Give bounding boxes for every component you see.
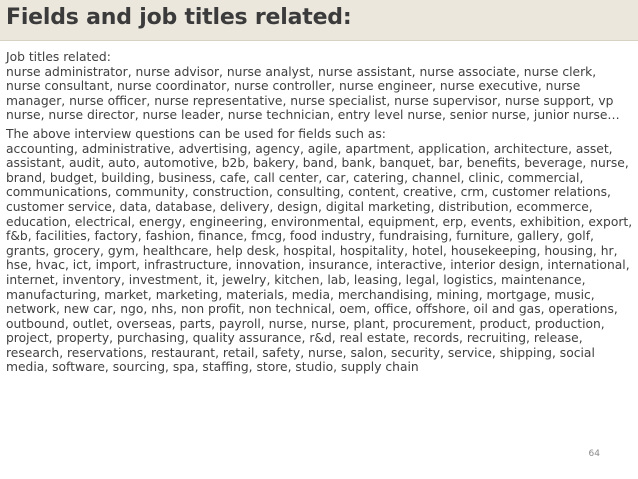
fields-list: accounting, administrative, advertising, agency, agile, apartment, application, architecture, asset, assistant, audit, auto, automotive, b2b, bakery, band, bank, banquet, bar, benefits, beverage, nurse, brand, budget, building, business, cafe, call center, car, catering, channel, clinic, commercial, communications, community, construction, consulting, content, creative, crm, customer relations, customer service, data, database, delivery, design, digital marketing, distribution, ecommerce, education, electrical, energy, engineering, environmental, equipment, erp, events, exhibition, export, f&b, facilities, factory, fashion, finance, fmcg, food industry, fundraising, furniture, gallery, golf, grants, grocery, gym, healthcare, help desk, hospital, hospitality, hotel, housekeeping, housing, hr, hse, hvac, ict, import, infrastructure, innovation, insurance, interactive, interior design, international, internet, inventory, investment, it, jewelry, kitchen, lab, leasing, legal, logistics, maintenance, manufacturing, market, marketing, materials, media, merchandising, mining, mortgage, music, network, new car, ngo, nhs, non profit, non technical, oem, office, offshore, oil and gas, operations, outbound, outlet, overseas, parts, payroll, nurse, nurse, plant, procurement, product, production, project, property, purchasing, quality assurance, r&d, real estate, records, recruiting, release, research, reservations, restaurant, retail, safety, nurse, salon, security, service, shipping, social media, software, sourcing, spa, staffing, store, studio, supply chain xyxy=(6,141,633,375)
page-title: Fields and job titles related: xyxy=(6,5,352,30)
job-titles-list: nurse administrator, nurse advisor, nurse analyst, nurse assistant, nurse associate, nurse clerk, nurse consultant, nurse coordinator, nurse controller, nurse engineer, nurse executive, nurse manager, nurse officer, nurse representative, nurse specialist, nurse supervisor, nurse support, vp nurse, nurse director, nurse leader, nurse technician, entry level nurse, senior nurse, junior nurse… xyxy=(6,64,620,123)
title-bar xyxy=(0,0,638,41)
fields-colon: : xyxy=(381,126,386,141)
job-titles-heading: Job titles related xyxy=(6,50,107,64)
fields-section xyxy=(6,127,634,375)
job-titles-section xyxy=(6,50,634,123)
page-number: 64 xyxy=(588,449,600,459)
job-titles-colon: : xyxy=(106,50,111,64)
job-titles-heading-line xyxy=(6,50,634,65)
content-area xyxy=(6,50,634,379)
fields-heading: The above interview questions can be used for fields such as xyxy=(6,126,382,141)
fields-heading-line xyxy=(6,127,634,142)
